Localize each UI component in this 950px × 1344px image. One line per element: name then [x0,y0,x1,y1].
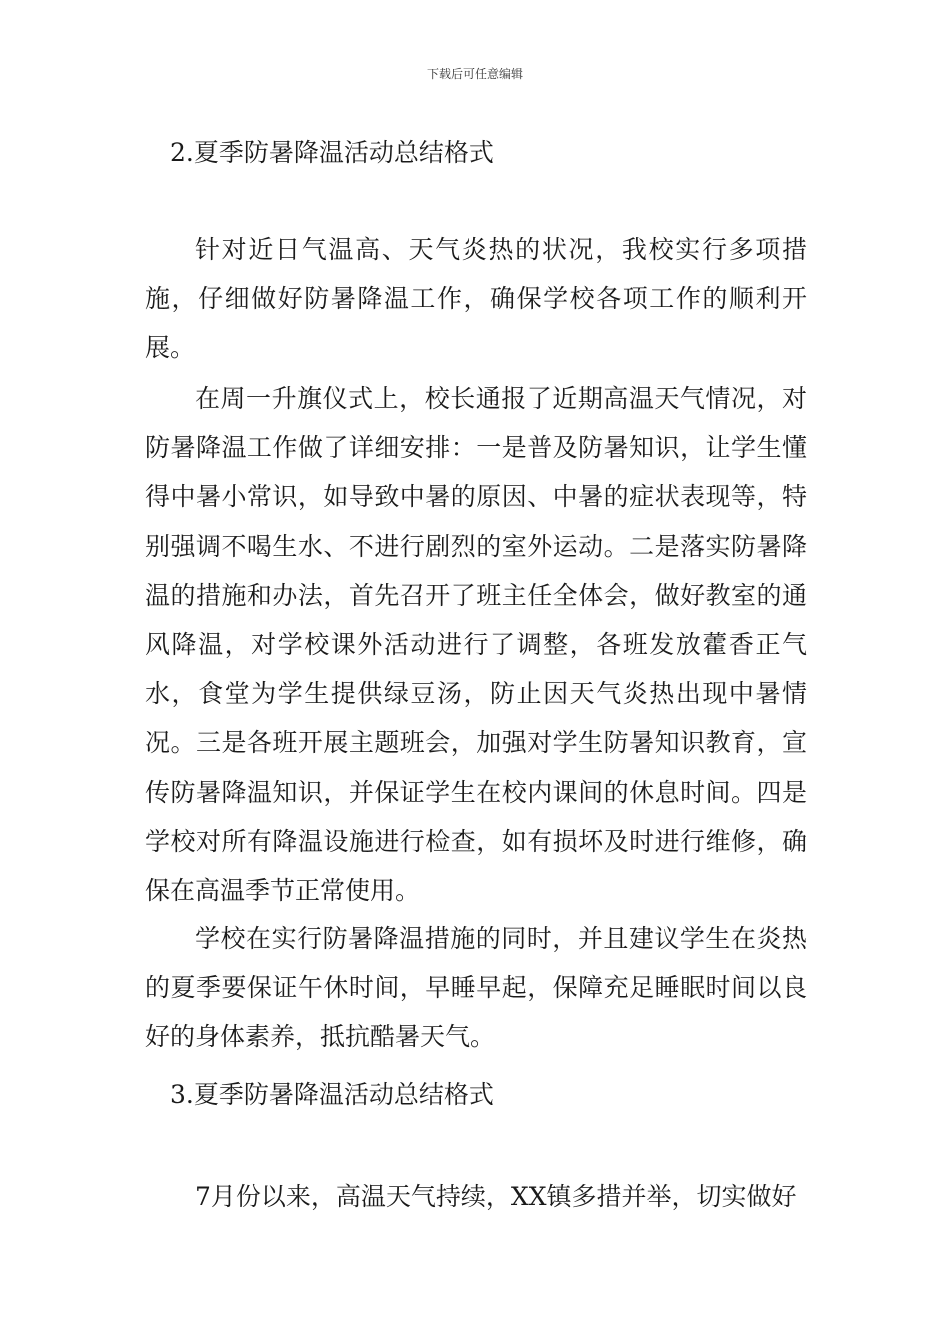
paragraph-advice: 学校在实行防暑降温措施的同时，并且建议学生在炎热的夏季要保证午休时间，早睡早起，保障充足睡眠时间以良好的身体素养，抵抗酷暑天气。 [145,924,807,1052]
paragraph-july: 7月份以来，高温天气持续，XX镇多措并举，切实做好 [195,1182,797,1211]
page-header: 下载后可任意编辑 [426,67,523,81]
section-heading-3: 3.夏季防暑降温活动总结格式 [170,1080,494,1109]
paragraph-intro: 针对近日气温高、天气炎热的状况，我校实行多项措施，仔细做好防暑降温工作，确保学校各项工作的顺利开展。 [145,235,807,363]
paragraph-measures: 在周一升旗仪式上，校长通报了近期高温天气情况，对防暑降温工作做了详细安排：一是普及防暑知识，让学生懂得中暑小常识，如导致中暑的原因、中暑的症状表现等，特别强调不喝生水、不进行剧烈的室外运动。二是落实防暑降温的措施和办法，首先召开了班主任全体会，做好教室的通风降温，对学校课外活动进行了调整，各班发放藿香正气水，食堂为学生提供绿豆汤，防止因天气炎热出现中暑情况。三是各班开展主题班会，加强对学生防暑知识教育，宣传防暑降温知识，并保证学生在校内课间的休息时间。四是学校对所有降温设施进行检查，如有损坏及时进行维修，确保在高温季节正常使用。 [145,384,807,906]
section-heading-2: 2.夏季防暑降温活动总结格式 [170,138,494,167]
